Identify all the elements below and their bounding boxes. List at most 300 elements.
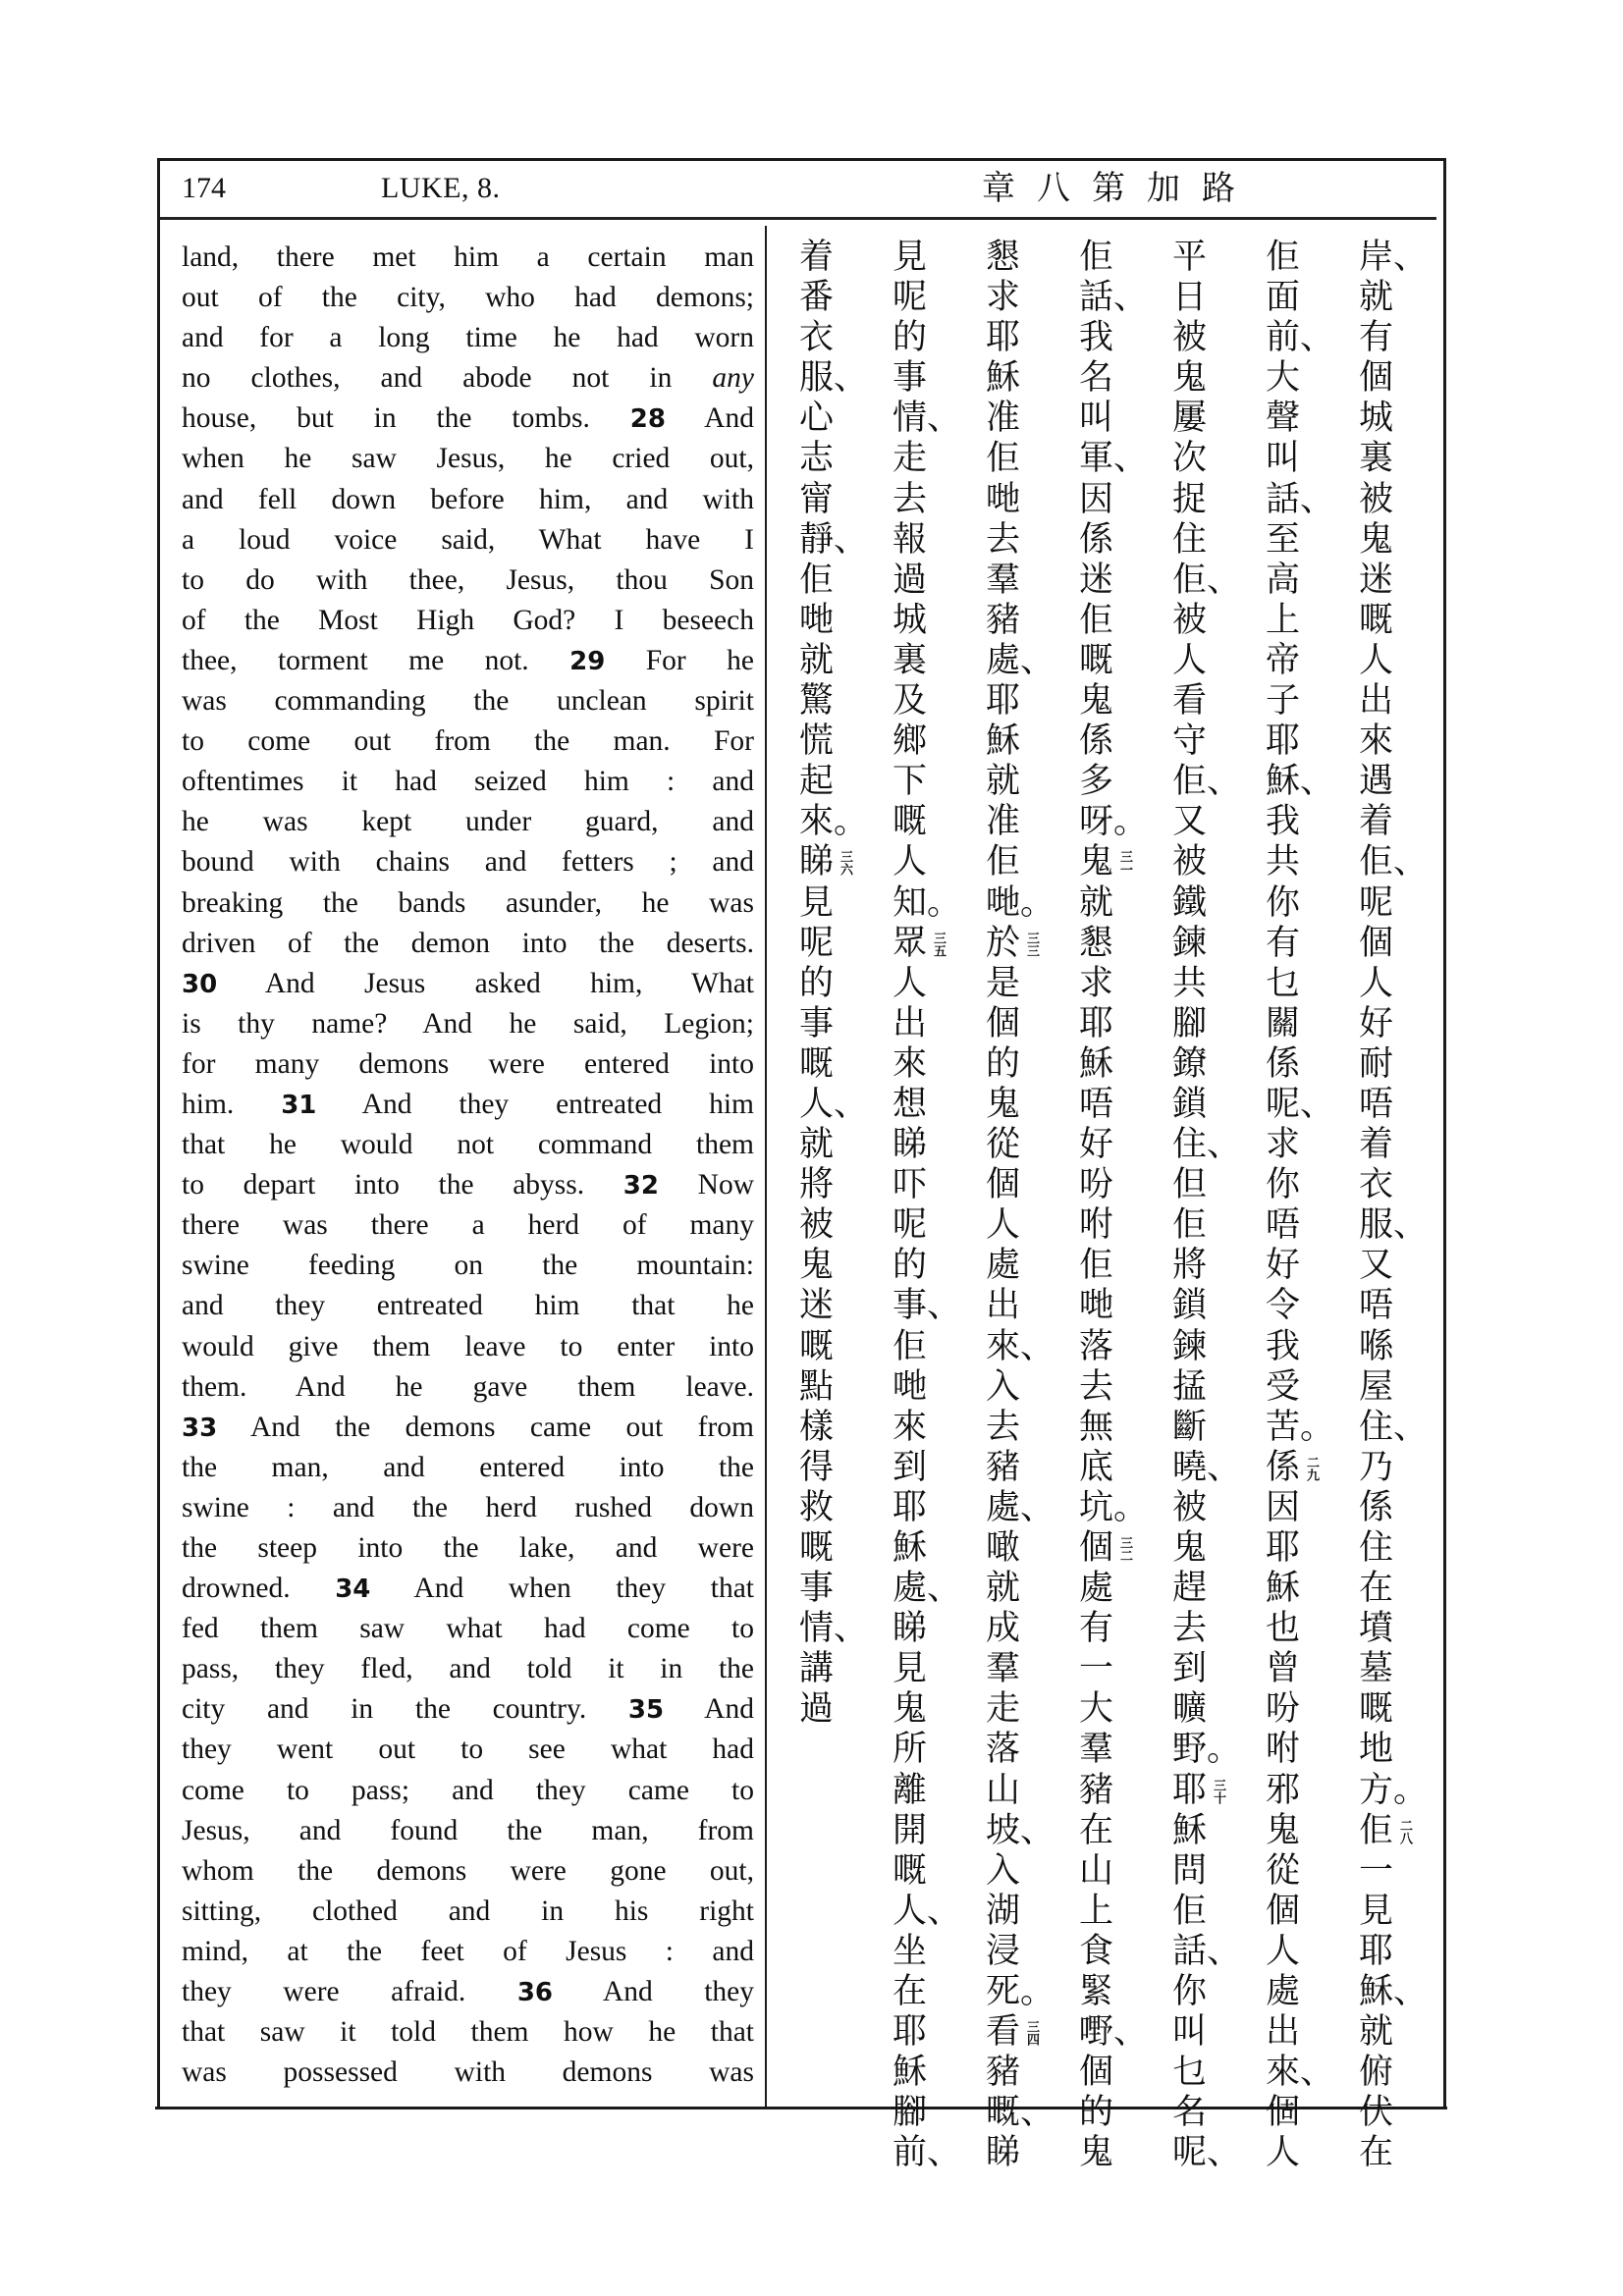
chinese-char: 鐵 — [1172, 882, 1208, 923]
chinese-char: 處 — [1266, 1972, 1301, 2012]
chinese-char: 受 — [1266, 1366, 1301, 1407]
text-run: sitting, clothed and in his right — [182, 1895, 754, 1927]
chinese-char: 志 — [799, 439, 835, 479]
chinese-char: 哋 — [986, 479, 1021, 519]
text-run: thee, torment me not. — [182, 644, 570, 676]
text-run: and for a long time he had worn — [182, 322, 754, 354]
chinese-char: 在 — [1079, 1810, 1114, 1850]
text-run: and they entreated him that he — [182, 1290, 754, 1322]
english-text-line — [182, 2053, 754, 2093]
chinese-char: 浸 — [986, 1931, 1021, 1971]
verse-number-marker: 三二 — [1117, 1536, 1132, 1562]
italic-text: any — [712, 362, 754, 395]
chinese-char: 令 — [1266, 1286, 1301, 1326]
verse-number-marker: 三三 — [1024, 931, 1039, 957]
verse-number-marker: 三一 — [1117, 850, 1132, 877]
chinese-char: 處 — [1079, 1569, 1114, 1609]
chinese-char: 我 — [1266, 802, 1301, 842]
chinese-char: 方。 — [1359, 1770, 1429, 1810]
chinese-char: 穌 — [1172, 1810, 1208, 1850]
chinese-char: 上 — [1079, 1891, 1114, 1931]
text-run: to do with thee, Jesus, thou Son — [182, 563, 754, 596]
text-run: come to pass; and they came to — [182, 1774, 754, 1806]
chinese-char: 次 — [1172, 439, 1208, 479]
english-text-line — [182, 721, 754, 762]
chinese-glyph: 個 — [1079, 1528, 1114, 1568]
chinese-char: 野。 — [1172, 1730, 1242, 1770]
chinese-char: 叫 — [1172, 2012, 1208, 2053]
chinese-char: 靜、 — [799, 519, 869, 560]
chinese-char: 也 — [1266, 1609, 1301, 1649]
chinese-char: 話、 — [1079, 278, 1149, 318]
chinese-char: 屢 — [1172, 399, 1208, 439]
chinese-char: 個 — [1266, 1891, 1301, 1931]
chinese-char: 佢 — [1079, 238, 1114, 277]
chinese-title-char: 路 — [1202, 169, 1235, 208]
chinese-char: 睇 — [893, 1609, 928, 1649]
chinese-char — [982, 2012, 1041, 2053]
text-run: And Jesus asked him, What — [217, 967, 754, 999]
chinese-text-column — [1262, 238, 1335, 2174]
chinese-char: 穌、 — [1266, 762, 1335, 802]
chinese-char: 在 — [893, 1972, 928, 2012]
chinese-char: 腳 — [1172, 1003, 1208, 1043]
text-run: for many demons were entered into — [182, 1047, 754, 1080]
chinese-char: 人 — [1359, 640, 1394, 680]
chinese-char: 豬 — [986, 2053, 1021, 2093]
chinese-char: 唔 — [1359, 1286, 1394, 1326]
chinese-char: 求 — [1266, 1125, 1301, 1165]
english-text-line — [182, 802, 754, 842]
chinese-char: 呢 — [799, 923, 835, 963]
chinese-char: 俯 — [1359, 2053, 1394, 2093]
chinese-char: 呢、 — [1266, 1084, 1335, 1124]
english-text-line — [182, 641, 754, 681]
english-text-line — [182, 1286, 754, 1326]
chinese-char: 嘅 — [893, 1850, 928, 1891]
chinese-char: 鍊 — [1172, 923, 1208, 963]
chinese-char: 呀。 — [1079, 802, 1149, 842]
chinese-char: 來、 — [1266, 2053, 1335, 2093]
chinese-char: 前、 — [893, 2133, 962, 2173]
chinese-char: 哋。 — [986, 882, 1055, 923]
top-rule — [158, 158, 1445, 161]
chinese-char: 個 — [986, 1165, 1021, 1205]
text-run: Now — [658, 1169, 754, 1201]
chinese-char: 高 — [1266, 560, 1301, 600]
english-text-line — [182, 842, 754, 882]
chinese-char: 人 — [1172, 640, 1208, 680]
chinese-char: 苦。 — [1266, 1407, 1335, 1447]
chinese-glyph: 於 — [986, 923, 1021, 963]
chinese-char: 成 — [986, 1609, 1021, 1649]
chinese-char: 我 — [1079, 318, 1114, 358]
chinese-char — [982, 924, 1041, 964]
chinese-char: 佢 — [893, 1326, 928, 1366]
chinese-char: 你 — [1266, 1165, 1301, 1205]
english-text-line — [182, 1972, 754, 2012]
chinese-chapter-title — [982, 165, 1235, 212]
chinese-char: 噉 — [986, 1528, 1021, 1568]
text-run: drowned. — [182, 1573, 336, 1605]
chinese-char: 過 — [893, 560, 928, 600]
chinese-char: 有 — [1359, 318, 1394, 358]
chinese-char: 穌、 — [1359, 1972, 1429, 2012]
chinese-char: 因 — [1266, 1487, 1301, 1527]
chinese-char: 係 — [1359, 1487, 1394, 1527]
english-text-line — [182, 1367, 754, 1408]
english-text-line — [182, 1892, 754, 1932]
english-text-line — [182, 924, 754, 964]
text-run: And they — [553, 1976, 754, 2008]
chinese-title-char: 第 — [1092, 169, 1125, 208]
chinese-char: 底 — [1079, 1447, 1114, 1487]
chinese-char: 被 — [1172, 842, 1208, 882]
chinese-char: 穌 — [1266, 1569, 1301, 1609]
chinese-char: 羣 — [986, 560, 1021, 600]
chinese-char: 山 — [986, 1770, 1021, 1810]
chinese-char: 佢 — [1079, 600, 1114, 640]
chinese-char: 樣 — [799, 1407, 835, 1447]
chinese-char: 有 — [1266, 923, 1301, 963]
english-text-line — [182, 1811, 754, 1851]
english-text-line — [182, 1044, 754, 1085]
chinese-char: 到 — [893, 1447, 928, 1487]
chinese-char: 去 — [986, 1407, 1021, 1447]
chinese-char: 唔 — [1266, 1205, 1301, 1246]
verse-number-marker: 三五 — [931, 931, 946, 957]
chinese-char: 鬼 — [1079, 681, 1114, 721]
chinese-char: 大 — [1079, 1689, 1114, 1730]
chinese-char: 乃 — [1359, 1447, 1394, 1487]
chinese-char: 將 — [799, 1165, 835, 1205]
verse-number-marker: 二八 — [1397, 1818, 1412, 1844]
text-run: And — [665, 402, 754, 435]
chinese-char: 鬼 — [799, 1246, 835, 1286]
chinese-char: 掹 — [1172, 1366, 1208, 1407]
chinese-char: 睇 — [986, 2133, 1021, 2173]
chinese-char: 坐 — [893, 1931, 928, 1971]
chinese-char: 嘅 — [1359, 600, 1394, 640]
chinese-char: 開 — [893, 1810, 928, 1850]
chinese-char: 見 — [893, 238, 928, 277]
chinese-char: 名 — [1172, 2093, 1208, 2133]
chinese-char: 個 — [1079, 2053, 1114, 2093]
text-run: And the demons came out from — [217, 1411, 754, 1443]
chinese-char: 人、 — [799, 1084, 869, 1124]
chinese-char: 鐐 — [1172, 1043, 1208, 1084]
chinese-char: 出 — [986, 1286, 1021, 1326]
text-run: they went out to see what had — [182, 1734, 754, 1766]
chinese-char: 所 — [893, 1730, 928, 1770]
chinese-char: 心 — [799, 399, 835, 439]
english-text-line — [182, 561, 754, 601]
chinese-char: 着 — [799, 238, 835, 277]
chinese-char: 住、 — [1172, 1125, 1242, 1165]
chinese-char: 入 — [986, 1366, 1021, 1407]
chinese-char: 佢 — [1172, 1891, 1208, 1931]
chinese-char: 豬 — [986, 1447, 1021, 1487]
text-run: was possessed with demons was — [182, 2056, 754, 2089]
chinese-char: 話、 — [1266, 479, 1335, 519]
chinese-char: 求 — [986, 278, 1021, 318]
chinese-glyph: 佢 — [1359, 1810, 1394, 1850]
chinese-char: 曾 — [1266, 1649, 1301, 1689]
chinese-char: 去 — [1079, 1366, 1114, 1407]
chinese-char: 我 — [1266, 1326, 1301, 1366]
chinese-char: 被 — [1172, 1487, 1208, 1527]
chinese-char: 耶 — [1266, 721, 1301, 762]
chinese-char: 穌 — [986, 721, 1021, 762]
chinese-char: 鬼 — [1079, 2133, 1114, 2173]
text-run: out of the city, who had demons; — [182, 282, 754, 314]
chinese-char: 耐 — [1359, 1043, 1394, 1084]
chinese-char: 佢 — [986, 842, 1021, 882]
chinese-char: 衣 — [799, 318, 835, 358]
chinese-char: 鬼 — [1266, 1810, 1301, 1850]
chinese-text-area — [776, 238, 1434, 2173]
chinese-char: 哋 — [799, 600, 835, 640]
english-text-line — [182, 278, 754, 318]
chinese-char: 因 — [1079, 479, 1114, 519]
chinese-char: 裏 — [893, 640, 928, 680]
chinese-char: 關 — [1266, 1003, 1301, 1043]
chinese-char: 好 — [1266, 1246, 1301, 1286]
chinese-char: 就 — [986, 762, 1021, 802]
verse-number: 36 — [516, 1978, 553, 2008]
chinese-char: 山 — [1079, 1850, 1114, 1891]
text-run: pass, they fled, and told it in the — [182, 1653, 754, 1685]
chinese-char: 出 — [1359, 681, 1394, 721]
chinese-char: 是 — [986, 963, 1021, 1003]
chinese-char: 哋 — [1079, 1286, 1114, 1326]
chinese-char: 軍、 — [1079, 439, 1149, 479]
chinese-char: 嘅 — [893, 802, 928, 842]
chinese-char: 岸、 — [1359, 238, 1429, 277]
text-run: bound with chains and fetters ; and — [182, 846, 754, 879]
chinese-char: 來 — [893, 1043, 928, 1084]
chinese-char: 呢 — [893, 1205, 928, 1246]
chinese-char: 係 — [1079, 721, 1114, 762]
book-chapter-title: LUKE, 8. — [381, 172, 501, 204]
chinese-char: 鎖 — [1172, 1286, 1208, 1326]
chinese-char: 死。 — [986, 1972, 1055, 2012]
chinese-char: 下 — [893, 762, 928, 802]
english-text-line — [182, 1932, 754, 1972]
text-run: And when they that — [370, 1573, 754, 1605]
chinese-char — [889, 924, 947, 964]
chinese-char: 嘅 — [1079, 640, 1114, 680]
english-text-line — [182, 883, 754, 924]
chinese-char: 咐 — [1079, 1205, 1114, 1246]
chinese-char: 鎖 — [1172, 1084, 1208, 1124]
text-run: and fell down before him, and with — [182, 483, 754, 515]
left-border — [157, 158, 160, 2109]
verse-number: 30 — [182, 969, 218, 999]
chinese-title-char: 章 — [982, 169, 1015, 208]
chinese-char: 穌 — [1079, 1043, 1114, 1084]
chinese-char: 想 — [893, 1084, 928, 1124]
chinese-char: 穌 — [893, 2053, 928, 2093]
chinese-char: 緊 — [1079, 1972, 1114, 2012]
chinese-char: 的 — [893, 318, 928, 358]
chinese-char: 睇 — [893, 1125, 928, 1165]
chinese-char: 曉、 — [1172, 1447, 1242, 1487]
chinese-char: 就 — [799, 1125, 835, 1165]
chinese-char: 城 — [893, 600, 928, 640]
english-text-line — [182, 1125, 754, 1165]
english-text-line — [182, 1649, 754, 1689]
chinese-glyph: 眾 — [893, 923, 928, 963]
chinese-char: 你 — [1172, 1972, 1208, 2012]
chinese-char: 前、 — [1266, 318, 1335, 358]
chinese-char: 衣 — [1359, 1165, 1394, 1205]
chinese-char: 懇 — [1079, 923, 1114, 963]
english-text-line — [182, 1205, 754, 1246]
chinese-glyph: 睇 — [799, 842, 835, 882]
right-border — [1443, 158, 1446, 2109]
text-run: that he would not command them — [182, 1129, 754, 1161]
chinese-char: 穌 — [893, 1528, 928, 1568]
chinese-text-column — [1355, 238, 1429, 2174]
chinese-char: 的 — [893, 1246, 928, 1286]
english-text-line — [182, 2012, 754, 2053]
chinese-char: 慌 — [799, 721, 835, 762]
chinese-char: 叫 — [1266, 439, 1301, 479]
chinese-char: 曠 — [1172, 1689, 1208, 1730]
english-text-line — [182, 964, 754, 1004]
text-run: he was kept under guard, and — [182, 806, 754, 838]
text-run: a loud voice said, What have I — [182, 523, 754, 556]
text-run: of the Most High God? I beseech — [182, 604, 754, 636]
verse-number: 29 — [569, 646, 606, 676]
chinese-char: 有 — [1079, 1609, 1114, 1649]
chinese-char: 住 — [1359, 1528, 1394, 1568]
chinese-char: 被 — [799, 1205, 835, 1246]
english-text-line — [182, 1408, 754, 1448]
chinese-char: 話、 — [1172, 1931, 1242, 1971]
chinese-char: 就 — [799, 640, 835, 680]
english-text-line — [182, 1448, 754, 1488]
chinese-char: 多 — [1079, 762, 1114, 802]
chinese-char: 鬼 — [1359, 519, 1394, 560]
chinese-char — [1262, 1448, 1321, 1488]
chinese-char: 迷 — [1079, 560, 1114, 600]
chinese-char: 豬 — [986, 600, 1021, 640]
english-text-line — [182, 601, 754, 641]
chinese-char: 墳 — [1359, 1609, 1394, 1649]
chinese-char: 救 — [799, 1487, 835, 1527]
chinese-char: 耶 — [893, 1487, 928, 1527]
chinese-text-column — [1075, 238, 1149, 2174]
verse-number: 28 — [629, 404, 666, 435]
english-text-line — [182, 238, 754, 278]
english-text-line — [182, 358, 754, 399]
chinese-char: 一 — [1359, 1850, 1394, 1891]
text-run: them. And he gave them leave. — [182, 1370, 754, 1403]
chinese-char: 耶 — [1079, 1003, 1114, 1043]
chinese-char: 裏 — [1359, 439, 1394, 479]
chinese-char: 處、 — [986, 640, 1055, 680]
chinese-char: 到 — [1172, 1649, 1208, 1689]
chinese-char: 嘅 — [799, 1326, 835, 1366]
verse-number-marker: 三四 — [1024, 2020, 1039, 2047]
text-run: they were afraid. — [182, 1976, 517, 2008]
chinese-char: 在 — [1359, 1569, 1394, 1609]
chinese-char: 從 — [986, 1125, 1021, 1165]
chinese-char — [1355, 1811, 1414, 1851]
chinese-char: 甯 — [799, 479, 835, 519]
page-number: 174 — [182, 172, 226, 204]
chinese-char: 伏 — [1359, 2093, 1394, 2133]
chinese-char: 准 — [986, 802, 1021, 842]
chinese-char: 穌 — [986, 358, 1021, 399]
english-text-line — [182, 480, 754, 520]
chinese-char: 問 — [1172, 1850, 1208, 1891]
chinese-char: 的 — [799, 963, 835, 1003]
chinese-char: 坑。 — [1079, 1487, 1149, 1527]
chinese-char: 處、 — [986, 1487, 1055, 1527]
chinese-char: 係 — [1079, 519, 1114, 560]
text-run: swine feeding on the mountain: — [182, 1250, 754, 1282]
chinese-char: 個 — [1359, 923, 1394, 963]
chinese-char: 人 — [893, 963, 928, 1003]
column-divider — [765, 226, 767, 2108]
english-text-line — [182, 1004, 754, 1044]
chinese-char: 坡、 — [986, 1810, 1055, 1850]
chinese-char: 腳 — [893, 2093, 928, 2133]
text-run: him. — [182, 1088, 282, 1120]
chinese-char: 鬼 — [893, 1689, 928, 1730]
text-run: there was there a herd of many — [182, 1209, 754, 1242]
chinese-char: 屋 — [1359, 1366, 1394, 1407]
chinese-char: 講 — [799, 1649, 835, 1689]
chinese-char: 被 — [1172, 318, 1208, 358]
chinese-char: 佢 — [986, 439, 1021, 479]
chinese-char: 知。 — [893, 882, 962, 923]
chinese-text-column — [889, 238, 962, 2174]
text-run: the man, and entered into the — [182, 1451, 754, 1483]
chinese-char: 趕 — [1172, 1569, 1208, 1609]
chinese-char: 羣 — [1079, 1730, 1114, 1770]
chinese-char: 將 — [1172, 1246, 1208, 1286]
english-text-line — [182, 1165, 754, 1205]
chinese-char: 見 — [799, 882, 835, 923]
english-text-line — [182, 1689, 754, 1730]
chinese-char: 你 — [1266, 882, 1301, 923]
chinese-char: 佢 — [1172, 1205, 1208, 1246]
chinese-char: 乜 — [1266, 963, 1301, 1003]
chinese-char: 邪 — [1266, 1770, 1301, 1810]
chinese-char: 鬼 — [1172, 1528, 1208, 1568]
chinese-char: 人 — [893, 842, 928, 882]
text-run: to depart into the abyss. — [182, 1169, 623, 1201]
chinese-glyph: 耶 — [1172, 1770, 1208, 1810]
chinese-char: 係 — [1266, 1043, 1301, 1084]
verse-number: 31 — [281, 1090, 317, 1120]
verse-number-marker: 三十 — [1211, 1778, 1225, 1804]
english-text-line — [182, 1569, 754, 1609]
chinese-char: 鬼 — [1172, 358, 1208, 399]
chinese-char: 來、 — [986, 1326, 1055, 1366]
chinese-char: 豬 — [1079, 1770, 1114, 1810]
chinese-char: 迷 — [1359, 560, 1394, 600]
chinese-char: 離 — [893, 1770, 928, 1810]
chinese-char: 平 — [1172, 238, 1208, 277]
text-run: land, there met him a certain man — [182, 241, 754, 273]
chinese-text-column — [795, 238, 869, 1730]
chinese-char: 叫 — [1079, 399, 1114, 439]
